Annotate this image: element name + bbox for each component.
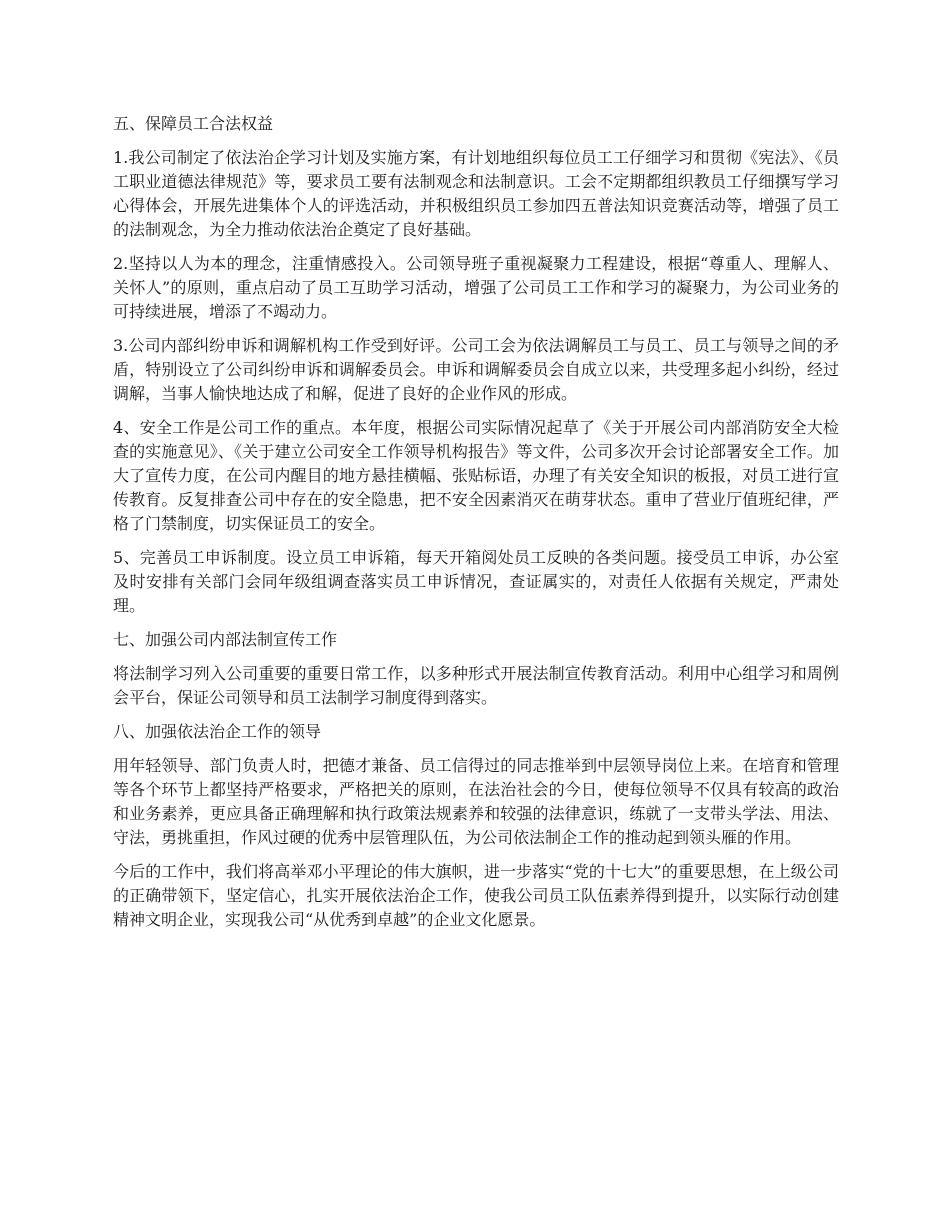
document-page <box>113 112 839 942</box>
paragraph-section-7: 将法制学习列入公司重要的重要日常工作，以多种形式开展法制宣传教育活动。利用中心组学习和周例会平台，保证公司领导和员工法制学习制度得到落实。 <box>113 664 839 707</box>
paragraph-item-1: 1.我公司制定了依法治企学习计划及实施方案，有计划地组织每位员工工仔细学习和贯彻《宪法》、《员工职业道德法律规范》等，要求员工要有法制观念和法制意识。工会不定期都组织教员工仔细撰写学习心得体会，开展先进集体个人的评选活动，并积极组织员工参加四五普法知识竞赛活动等，增强了员工的法制观念，为全力推动依法治企奠定了良好基础。 <box>113 148 839 239</box>
paragraph-conclusion: 今后的工作中，我们将高举邓小平理论的伟大旗帜，进一步落实“党的十七大”的重要思想，在上级公司的正确带领下，坚定信心，扎实开展依法治企工作，使我公司员工队伍素养得到提升，以实际行动创建精神文明企业，实现我公司“从优秀到卓越”的企业文化愿景。 <box>113 862 839 929</box>
section-heading-7: 七、加强公司内部法制宣传工作 <box>113 630 338 649</box>
paragraph-section-8: 用年轻领导、部门负责人时，把德才兼备、员工信得过的同志推举到中层领导岗位上来。在培育和管理等各个环节上都坚持严格要求，严格把关的原则，在法治社会的今日，使每位领导不仅具有较高的政治和业务素养，更应具备正确理解和执行政策法规素养和较强的法律意识，练就了一支带头学法、用法、守法，勇挑重担，作风过硬的优秀中层管理队伍，为公司依法制企工作的推动起到领头雁的作用。 <box>113 756 839 847</box>
section-heading-8: 八、加强依法治企工作的领导 <box>113 722 322 741</box>
paragraph-item-4: 4、安全工作是公司工作的重点。本年度，根据公司实际情况起草了《关于开展公司内部消防安全大检查的实施意见》、《关于建立公司安全工作领导机构报告》等文件，公司多次开会讨论部署安全工作。加大了宣传力度，在公司内醒目的地方悬挂横幅、张贴标语，办理了有关安全知识的板报，对员工进行宣传教育。反复排查公司中存在的安全隐患，把不安全因素消灭在萌芽状态。重申了营业厅值班纪律，严格了门禁制度，切实保证员工的安全。 <box>113 418 839 533</box>
paragraph-item-2: 2.坚持以人为本的理念，注重情感投入。公司领导班子重视凝聚力工程建设，根据“尊重人、理解人、关怀人”的原则，重点启动了员工互助学习活动，增强了公司员工工作和学习的凝聚力，为公司业务的可持续进展，增添了不竭动力。 <box>113 254 839 321</box>
paragraph-item-3: 3.公司内部纠纷申诉和调解机构工作受到好评。公司工会为依法调解员工与员工、员工与领导之间的矛盾，特别设立了公司纠纷申诉和调解委员会。申诉和调解委员会自成立以来，共受理多起小纠纷，经过调解，当事人愉快地达成了和解，促进了良好的企业作风的形成。 <box>113 336 839 403</box>
paragraph-item-5: 5、完善员工申诉制度。设立员工申诉箱，每天开箱阅处员工反映的各类问题。接受员工申诉，办公室及时安排有关部门会同年级组调查落实员工申诉情况，查证属实的，对责任人依据有关规定，严肃处理。 <box>113 548 839 615</box>
section-heading-5: 五、保障员工合法权益 <box>113 114 274 133</box>
